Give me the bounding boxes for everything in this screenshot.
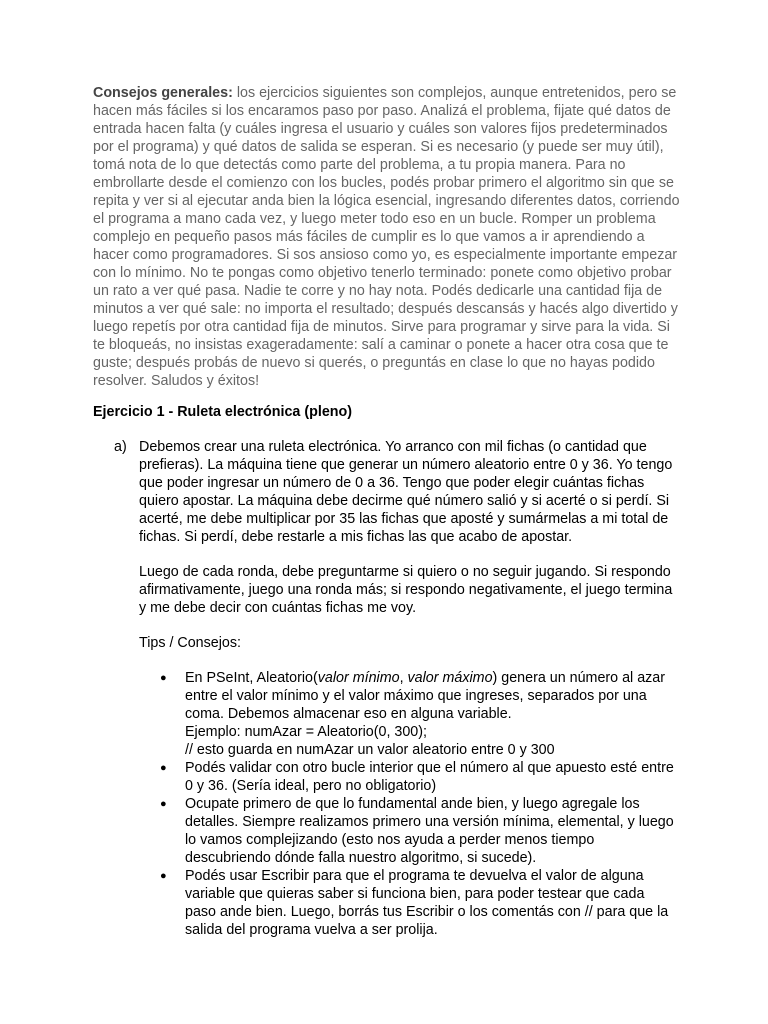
tip-param-min: valor mínimo [317, 670, 400, 686]
bullet-icon: ● [160, 672, 167, 684]
tip-example-line: Ejemplo: numAzar = Aleatorio(0, 300); [185, 724, 427, 740]
tip-fundamentals-text: Ocupate primero de que lo fundamental ande bien, y luego agregale los detalles. Siempre realizamos primero una versión mínima, elemental, y luego lo vamos complejizando (esto nos ayuda a perder menos tiempo descubriendo dónde falla nuestro algoritmo, si sucede). [185, 796, 674, 866]
tip-item [139, 795, 674, 867]
exercise-title: Ejercicio 1 - Ruleta electrónica (pleno) [93, 404, 353, 420]
tip-escribir-text: Podés usar Escribir para que el programa te devuelva el valor de alguna variable que quieras saber si funciona bien, para poder testear que cada paso ande bien. Luego, borrás tus Escribir o los comentás con // para que la salida del programa vuelva a ser prolija. [185, 868, 669, 938]
bullet-icon: ● [160, 798, 167, 810]
tips-heading: Tips / Consejos: [139, 635, 241, 651]
item-marker: a) [114, 439, 127, 455]
tip-text-part: , [399, 670, 408, 686]
exercise-rounds-description: Luego de cada ronda, debe preguntarme si quiero o no seguir jugando. Si respondo afirmativamente, juego una ronda más; si respondo negativamente, el juego termina y me debe decir con cuántas fichas me voy. [139, 564, 673, 616]
bullet-icon: ● [160, 870, 167, 882]
tip-comment-line: // esto guarda en numAzar un valor aleatorio entre 0 y 300 [185, 742, 555, 758]
tips-list [139, 669, 674, 939]
tip-text-part: ) genera un número al azar entre el valor mínimo y el valor máximo que ingreses, separados por una coma. Debemos almacenar eso en alguna variable. [185, 670, 666, 722]
tip-text-part: En PSeInt, Aleatorio( [185, 670, 318, 686]
tip-item [139, 867, 674, 939]
tip-param-max: valor máximo [407, 670, 493, 686]
exercise-description: Debemos crear una ruleta electrónica. Yo arranco con mil fichas (o cantidad que prefieras). La máquina tiene que generar un número aleatorio entre 0 y 36. Yo tengo que poder ingresar un número de 0 a 36. Tengo que poder elegir cuántas fichas quiero apostar. La máquina debe decirme qué número salió y si acerté o si perdí. Si acerté, me debe multiplicar por 35 las fichas que aposté y sumármelas a mi total de fichas. Si perdí, debe restarle a mis fichas las que acabo de apostar. [139, 439, 673, 545]
tip-item [139, 669, 674, 759]
bullet-icon: ● [160, 762, 167, 774]
general-tips-paragraph [93, 84, 683, 390]
item-body [139, 438, 674, 939]
tip-aleatorio-text [185, 669, 674, 723]
tip-validation-text: Podés validar con otro bucle interior que el número al que apuesto esté entre 0 y 36. (Sería ideal, pero no obligatorio) [185, 760, 674, 794]
general-tips-label: Consejos generales: [93, 85, 233, 101]
tip-item [139, 759, 674, 795]
general-tips-text: los ejercicios siguientes son complejos, aunque entretenidos, pero se hacen más fáciles si los encaramos paso por paso. Analizá el problema, fijate qué datos de entrada hacen falta (y cuáles ingresa el usuario y cuáles son valores fijos predeterminados por el programa) y qué datos de salida se esperan. Si es necesario (y puede ser muy útil), tomá nota de lo que detectás como parte del problema, a tu propia manera. Para no embrollarte desde el comienzo con los bucles, podés probar primero el algoritmo sin que se repita y ver si al ejecutar anda bien la lógica esencial, ingresando diferentes datos, corriendo el programa a mano cada vez, y luego meter todo eso en un bucle. Romper un problema complejo en pequeño pasos más fáciles de cumplir es lo que vamos a ir aprendiendo a hacer como programadores. Si sos ansioso como yo, es especialmente importante empezar con lo mínimo. No te pongas como objetivo tenerlo terminado: ponete como objetivo probar un rato a ver qué pasa. Nadie te corre y no hay nota. Podés dedicarle una cantidad fija de minutos a ver qué sale: no importa el resultado; después descansás y hacés algo divertido y luego repetís por otra cantidad fija de minutos. Sirve para programar y sirve para la vida. Si te bloqueás, no insistas exageradamente: salí a caminar o ponete a hacer otra cosa que te guste; después probás de nuevo si querés, o preguntás en clase lo que no hayas podido resolver. Saludos y éxitos! [93, 85, 680, 389]
